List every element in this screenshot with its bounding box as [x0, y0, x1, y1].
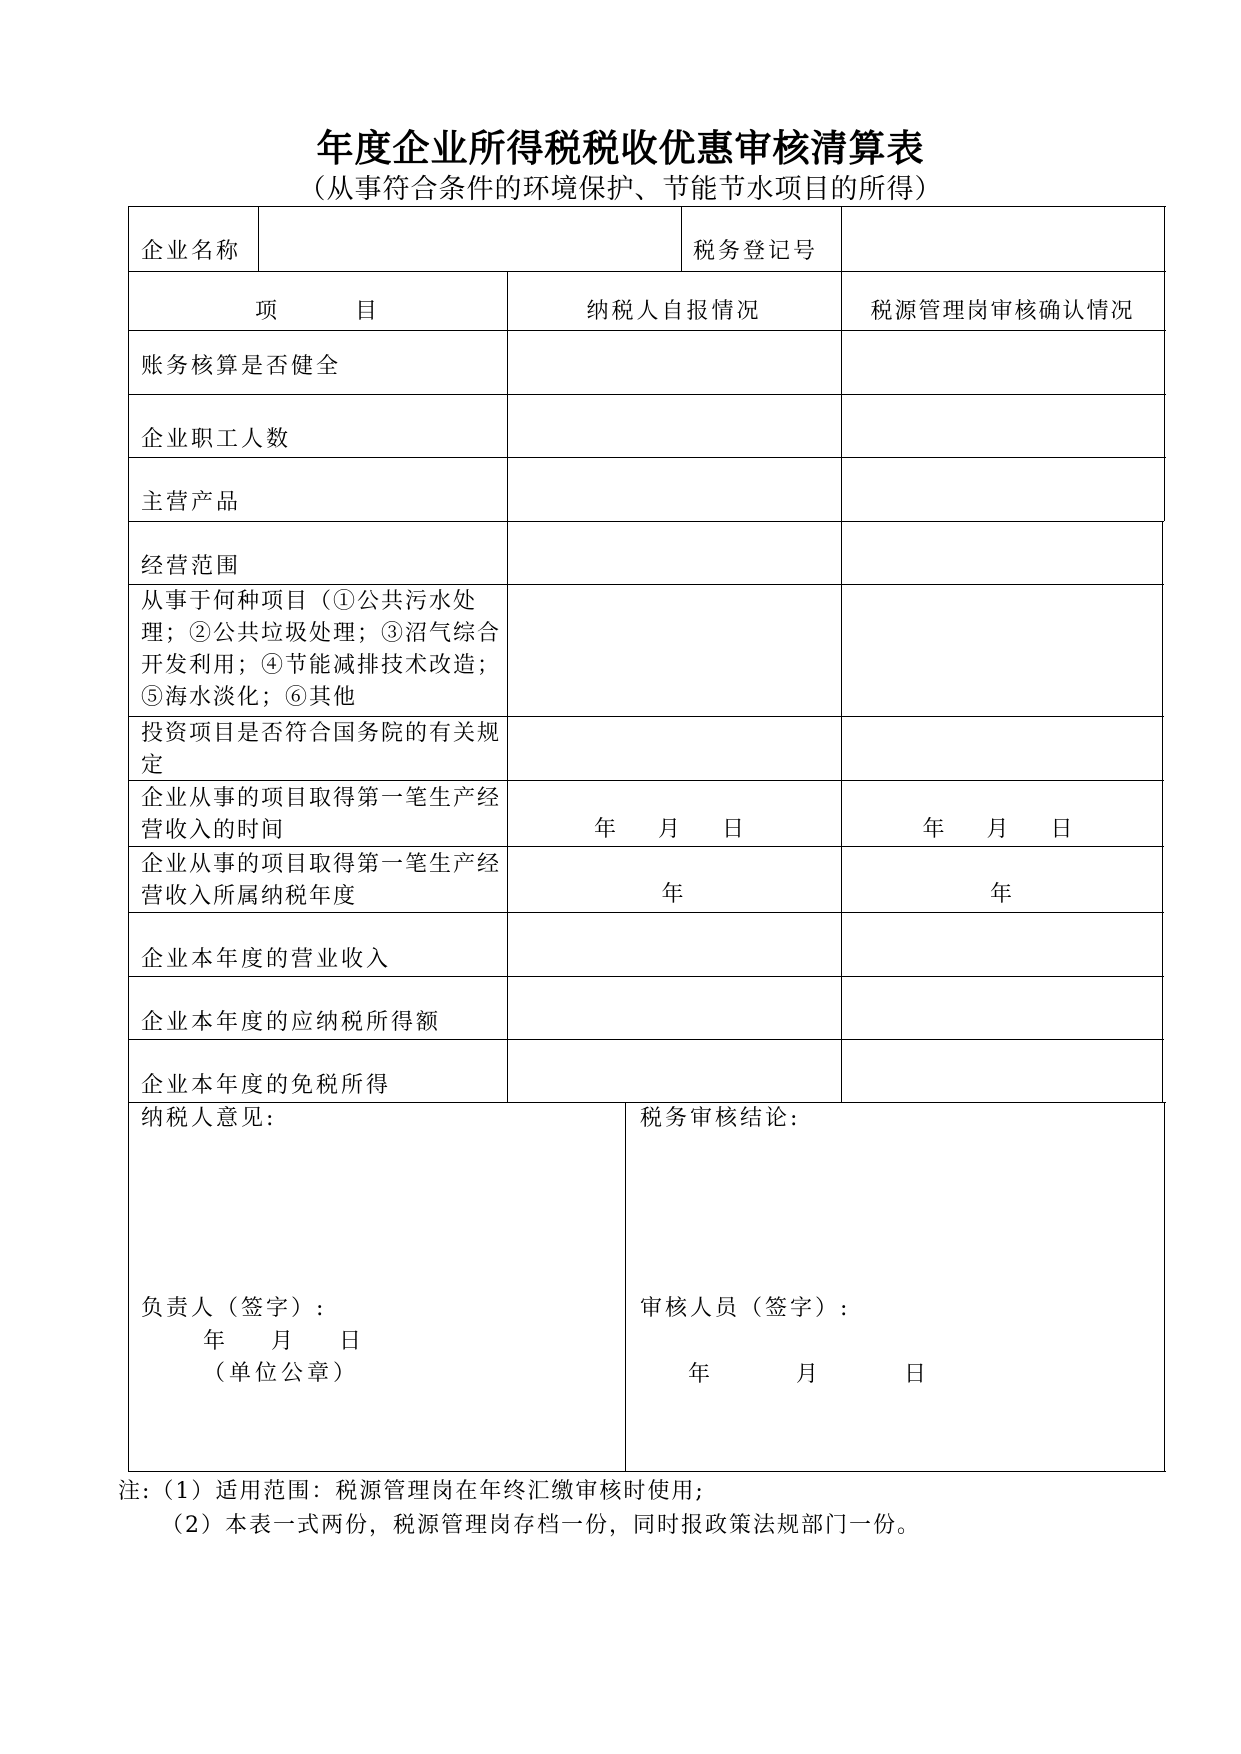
row-divider	[128, 394, 1166, 395]
review-first-income-year[interactable]: 年	[989, 882, 1015, 907]
table-border-bottom	[128, 1471, 1166, 1472]
reviewer-signer-label: 审核人员（签字）:	[640, 1296, 851, 1321]
row-label-project-type: 从事于何种项目（①公共污水处理；②公共垃圾处理；③沼气综合开发利用；④节能减排技术改造；⑤海水淡化；⑥其他	[141, 589, 502, 710]
row-divider	[128, 330, 1166, 331]
row-label-main-products: 主营产品	[141, 490, 242, 515]
column-header-self-report: 纳税人自报情况	[586, 299, 762, 324]
row-label-first-income-time: 企业从事的项目取得第一笔生产经营收入的时间	[141, 786, 502, 843]
reviewer-date: 年 月 日	[688, 1362, 941, 1387]
company-name-field[interactable]	[260, 208, 680, 270]
row-divider	[128, 976, 1164, 977]
row-label-first-income-year: 企业从事的项目取得第一笔生产经营收入所属纳税年度	[141, 852, 502, 909]
taxpayer-signer-label: 负责人（签字）:	[141, 1296, 327, 1321]
row-label-accounting: 账务核算是否健全	[141, 354, 342, 379]
row-label-employees: 企业职工人数	[141, 427, 292, 452]
column-header-review: 税源管理岗审核确认情况	[870, 299, 1135, 324]
table-border-right	[1164, 206, 1165, 521]
document-subtitle: （从事符合条件的环境保护、节能节水项目的所得）	[298, 174, 943, 205]
audit-form-table	[128, 206, 1166, 1472]
row-divider	[128, 271, 1166, 272]
table-border-right	[1162, 521, 1163, 1103]
review-first-income-date[interactable]: 年 月 日	[922, 817, 1083, 842]
self-report-first-income-date[interactable]: 年 月 日	[593, 817, 754, 842]
row-label-business-scope: 经营范围	[141, 554, 242, 579]
footnote-1: 注:（1）适用范围：税源管理岗在年终汇缴审核时使用;	[118, 1479, 705, 1504]
row-label-investment-compliance: 投资项目是否符合国务院的有关规定	[141, 721, 502, 778]
column-divider	[681, 206, 682, 271]
row-divider	[128, 1039, 1164, 1040]
row-label-taxable-income: 企业本年度的应纳税所得额	[141, 1010, 442, 1035]
column-divider	[507, 271, 508, 1103]
column-header-item: 项 目	[254, 299, 380, 324]
company-name-label: 企业名称	[141, 239, 242, 264]
row-divider	[128, 457, 1166, 458]
row-label-exempt-income: 企业本年度的免税所得	[141, 1073, 392, 1098]
tax-registration-field[interactable]	[843, 208, 1163, 270]
tax-registration-label: 税务登记号	[693, 239, 819, 264]
taxpayer-date: 年 月 日	[203, 1329, 374, 1354]
row-divider	[128, 521, 1164, 522]
footnotes	[118, 1475, 921, 1543]
column-divider	[625, 1102, 626, 1472]
table-border-right	[1164, 1102, 1165, 1472]
tax-conclusion-label: 税务审核结论:	[640, 1106, 801, 1131]
table-border-left	[128, 206, 129, 1472]
taxpayer-opinion-label: 纳税人意见:	[141, 1106, 277, 1131]
taxpayer-seal: （单位公章）	[203, 1361, 360, 1386]
self-report-first-income-year[interactable]: 年	[661, 882, 687, 907]
column-divider	[841, 271, 842, 1103]
footnote-2: （2）本表一式两份，税源管理岗存档一份，同时报政策法规部门一份。	[161, 1513, 921, 1538]
document-title: 年度企业所得税税收优惠审核清算表	[316, 126, 925, 170]
row-label-revenue: 企业本年度的营业收入	[141, 947, 392, 972]
